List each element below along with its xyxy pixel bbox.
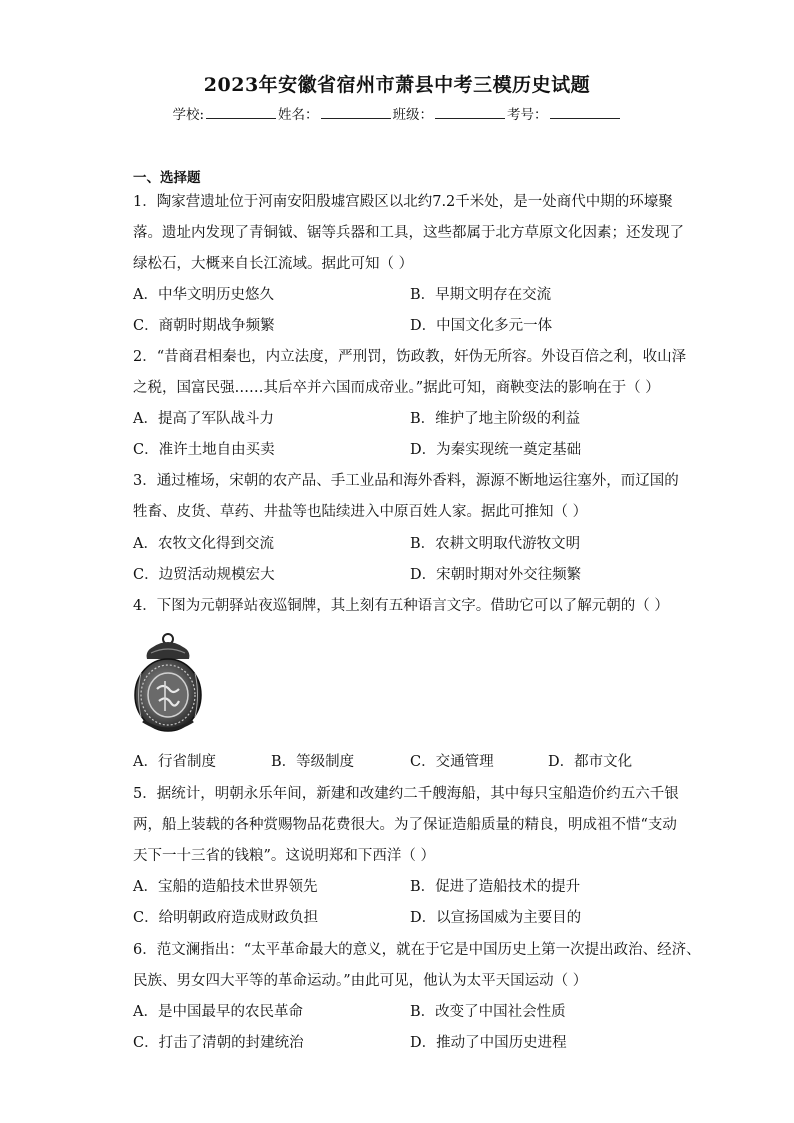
question-6-line-2: 民族、男女四大平等的革命运动。”由此可见，他认为太平天国运动（ ） [133, 973, 588, 989]
question-4-line-1: 4．下图为元朝驿站夜巡铜牌，其上刻有五种语言文字。借助它可以了解元朝的（ ） [133, 598, 669, 614]
question-1-line-3: 绿松石，大概来自长江流域。据此可知（ ） [133, 256, 414, 272]
question-3-line-2: 牲畜、皮货、草药、井盐等也陆续进入中原百姓人家。据此可推知（ ） [133, 504, 588, 520]
question-4-option-d[interactable]: D．都市文化 [548, 754, 633, 770]
class-label: 班级： [392, 107, 434, 123]
question-2-option-c[interactable]: C．准许土地自由买卖 [133, 442, 275, 458]
section-title: 一、选择题 [133, 170, 201, 186]
question-5-line-2: 两，船上装载的各种赏赐物品花费很大。为了保证造船质量的精良，明成祖不惜“支动 [133, 817, 677, 833]
question-1-line-1: 1．陶家营遗址位于河南安阳殷墟宫殿区以北约7.2千米处，是一处商代中期的环壕聚 [133, 194, 673, 210]
class-blank [435, 104, 505, 119]
student-info-line [0, 103, 794, 123]
question-6-option-d[interactable]: D．推动了中国历史进程 [410, 1035, 567, 1051]
question-1-option-b[interactable]: B．早期文明存在交流 [410, 287, 552, 303]
name-blank [321, 104, 391, 119]
question-4-option-c[interactable]: C．交通管理 [410, 754, 494, 770]
question-4-option-b[interactable]: B．等级制度 [271, 754, 355, 770]
question-5-line-3: 天下一十三省的钱粮”。这说明郑和下西洋（ ） [133, 848, 436, 864]
name-label: 姓名： [278, 107, 319, 123]
exam-title: 2023年安徽省宿州市萧县中考三模历史试题 [203, 74, 591, 96]
yuan-bronze-night-patrol-plaque-image [133, 633, 203, 735]
question-6-line-1: 6．范文澜指出：“太平革命最大的意义，就在于它是中国历史上第一次提出政治、经济、 [133, 942, 701, 958]
exam-number-label: 考号： [507, 107, 548, 123]
question-4-option-a[interactable]: A．行省制度 [133, 754, 216, 770]
question-6-option-a[interactable]: A．是中国最早的农民革命 [133, 1004, 303, 1020]
question-6-option-c[interactable]: C．打击了清朝的封建统治 [133, 1035, 304, 1051]
exam-number-blank [550, 104, 620, 119]
question-3-option-c[interactable]: C．边贸活动规模宏大 [133, 567, 275, 583]
question-3-option-a[interactable]: A．农牧文化得到交流 [133, 536, 274, 552]
question-1-option-d[interactable]: D．中国文化多元一体 [410, 318, 553, 334]
question-1-option-a[interactable]: A．中华文明历史悠久 [133, 287, 274, 303]
question-5-option-c[interactable]: C．给明朝政府造成财政负担 [133, 910, 319, 926]
question-3-line-1: 3．通过榷场，宋朝的农产品、手工业品和海外香料，源源不断地运往塞外，而辽国的 [133, 473, 679, 489]
question-5-option-a[interactable]: A．宝船的造船技术世界领先 [133, 879, 318, 895]
question-2-option-a[interactable]: A．提高了军队战斗力 [133, 411, 274, 427]
school-blank [206, 104, 276, 119]
question-2-option-d[interactable]: D．为秦实现统一奠定基础 [410, 442, 582, 458]
question-1-line-2: 落。遗址内发现了青铜钺、锯等兵器和工具，这些都属于北方草原文化因素；还发现了 [133, 225, 684, 241]
question-6-option-b[interactable]: B．改变了中国社会性质 [410, 1004, 566, 1020]
question-5-option-d[interactable]: D．以宣扬国威为主要目的 [410, 910, 582, 926]
question-3-option-d[interactable]: D．宋朝时期对外交往频繁 [410, 567, 582, 583]
question-5-option-b[interactable]: B．促进了造船技术的提升 [410, 879, 581, 895]
question-5-line-1: 5．据统计，明朝永乐年间，新建和改建约二千艘海船，其中每只宝船造价约五六千银 [133, 786, 679, 802]
question-2-line-1: 2．“昔商君相秦也，内立法度，严刑罚，饬政教，奸伪无所容。外设百倍之利，收山泽 [133, 349, 687, 365]
school-label: 学校: [172, 107, 205, 123]
question-1-option-c[interactable]: C．商朝时期战争频繁 [133, 318, 275, 334]
question-2-line-2: 之税，国富民强……其后卒并六国而成帝业。”据此可知，商鞅变法的影响在于（ ） [133, 380, 660, 396]
question-3-option-b[interactable]: B．农耕文明取代游牧文明 [410, 536, 581, 552]
question-2-option-b[interactable]: B．维护了地主阶级的利益 [410, 411, 581, 427]
